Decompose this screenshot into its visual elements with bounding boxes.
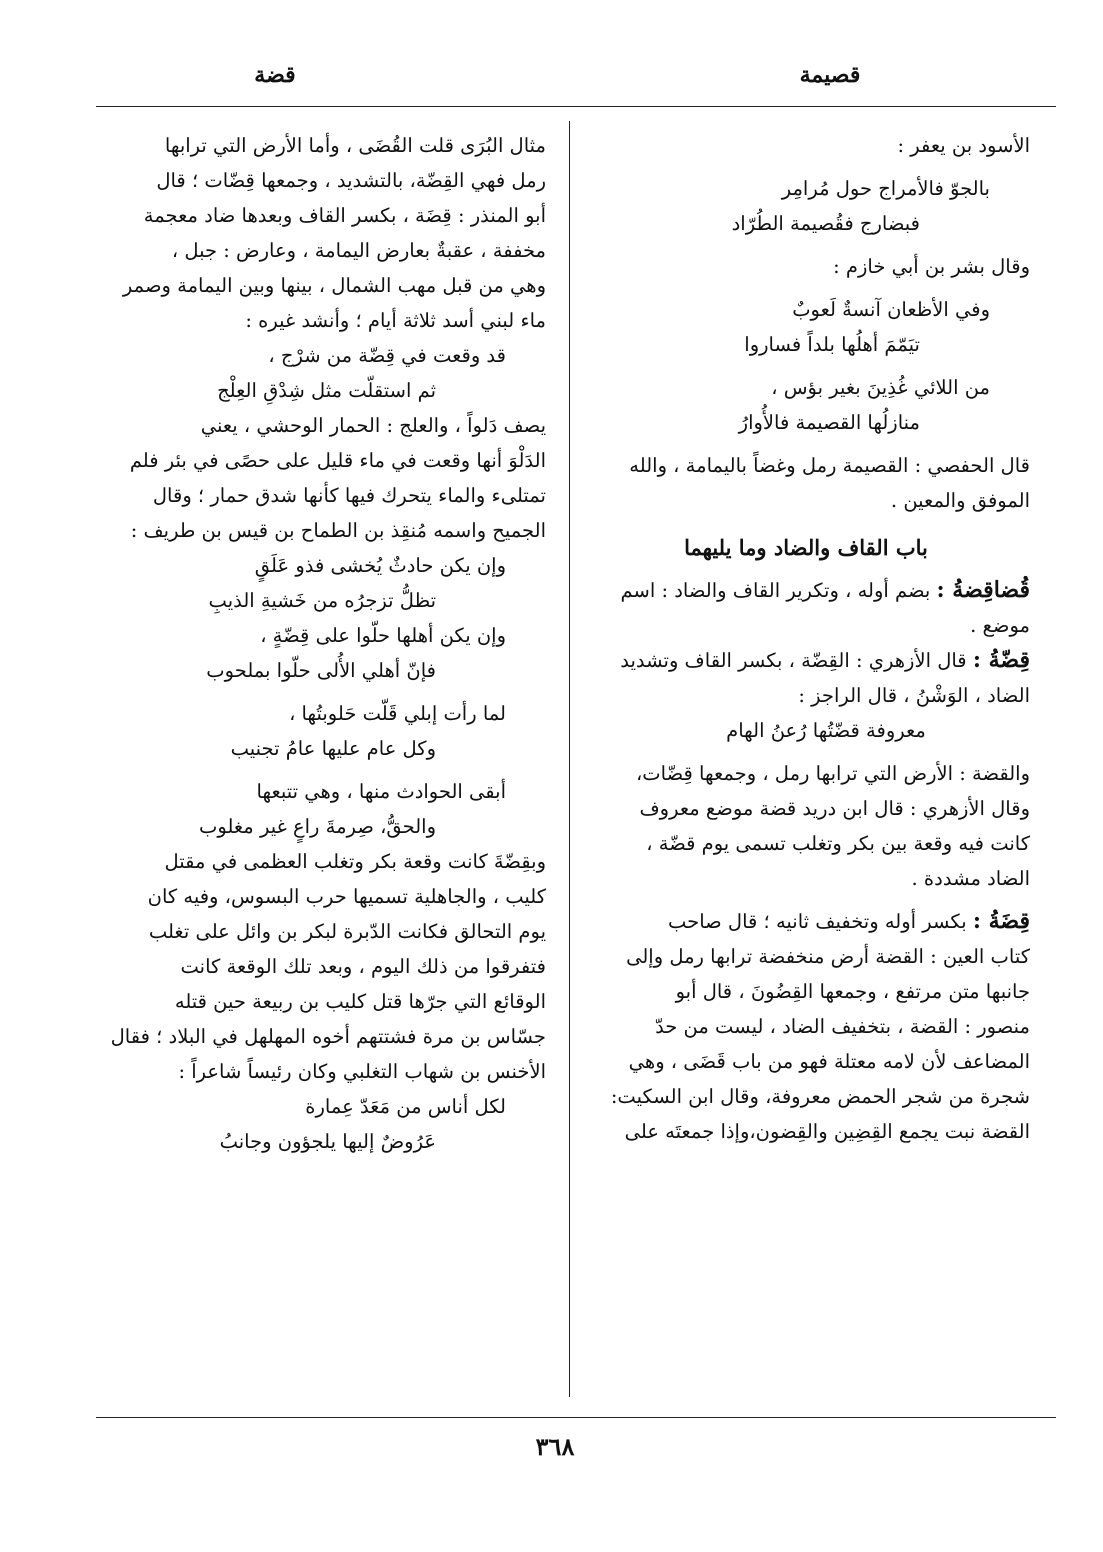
text-line: الضاد ، الوَشْنُ ، قال الراجز : (798, 684, 1030, 707)
running-header-left: قضة (254, 62, 296, 88)
text-line: المضاعف لأن لامه معتلة فهو من باب قَضَى ، وهي (628, 1050, 1030, 1073)
column-divider (569, 121, 570, 1397)
text-line: والقضة : الأرض التي ترابها رمل ، وجمعها قِضّات، (636, 762, 1030, 785)
text-line: يوم التحالق فكانت الدّبرة لبكر بن وائل على تغلب (148, 920, 546, 943)
text-line: كتاب العين : القضة أرض منخفضة ترابها رمل وإلى (626, 945, 1030, 968)
text-line: القضة نبت يجمع القِضِين والقِضون،وإذا جمعتَه على (624, 1120, 1030, 1143)
page-number: ٣٦٨ (535, 1432, 575, 1461)
verse-line: تظلُّ تزجرُه من خَشيةِ الذيبِ (208, 589, 436, 612)
verse-line: بالجوّ فالأمراج حول مُرامِر (781, 177, 990, 200)
verse-line: والحقُّ، صِرمةَ راعٍ غير مغلوب (199, 815, 436, 838)
verse-line: تيَمّمَ أهلُها بلداً فساروا (744, 333, 920, 356)
verse-line: عَرُوضٌ إليها يلجؤون وجانبُ (219, 1130, 436, 1153)
verse-line: أبقى الحوادث منها ، وهي تتبعها (256, 780, 506, 803)
text-line: كانت فيه وقعة بين بكر وتغلب تسمى يوم قضّة ، (646, 832, 1030, 855)
text-line: موضع . (970, 614, 1030, 637)
text-line: وبقِضّةَ كانت وقعة بكر وتغلب العظمى في مقتل (164, 850, 546, 873)
text-line: جسّاس بن مرة فشتتهم أخوه المهلهل في البلاد ؛ فقال (110, 1025, 546, 1048)
text-line: مخففة ، عقبةٌ بعارض اليمامة ، وعارض : جبل ، (171, 239, 546, 262)
text-line: منصور : القضة ، بتخفيف الضاد ، ليست من حدّ (655, 1015, 1030, 1038)
text-line: شجرة من شجر الحمض معروفة، وقال ابن السكيت: (610, 1085, 1030, 1108)
verse-line: وفي الأظعان آنسةٌ لَعوبٌ (792, 298, 990, 321)
right-column (582, 128, 1030, 1149)
entry-headword: قُضاقِضةُ : (936, 577, 1030, 603)
entry-text: بكسر أوله وتخفيف ثانيه ؛ قال صاحب (668, 910, 967, 933)
verse-line: قد وقعت في قِضّة من شرْج ، (268, 344, 506, 367)
verse-line: لما رأت إبلي قَلّت حَلوبتُها ، (289, 702, 506, 725)
entry-text: قال الأزهري : القِضّة ، بكسر القاف وتشديد (620, 649, 967, 672)
header-rule (96, 106, 1056, 107)
entry-headword: قِضَةُ : (972, 908, 1030, 934)
text-line: الجميح واسمه مُنقِذ بن الطماح بن قيس بن طريف : (130, 519, 546, 542)
text-line: وهي من قبل مهب الشمال ، بينها وبين اليمامة وصمر (122, 274, 546, 297)
verse-line: وكل عام عليها عامُ تجنيب (230, 737, 436, 760)
text-line: الأسود بن يعفر : (897, 134, 1030, 157)
entry-headword: قِضّةُ : (972, 647, 1030, 673)
verse-line: وإن يكن حادثٌ يُخشى فذو عَلَقٍ (254, 554, 506, 577)
text-line: ماء لبني أسد ثلاثة أيام ؛ وأنشد غيره : (245, 309, 546, 332)
verse-line: معروفة قضّتُها رُعنُ الهام (726, 719, 926, 742)
verse-line: منازلُها القصيمة فالأُوارُ (738, 411, 920, 434)
text-line: الوقائع التي جرّها قتل كليب بن ربيعة حين قتله (174, 990, 546, 1013)
entry-line (582, 904, 1030, 939)
section-heading: باب القاف والضاد وما يليهما (684, 535, 928, 560)
left-column (84, 128, 546, 1159)
verse-line: فإنّ أهلي الأُلى حلّوا بملحوب (206, 659, 436, 682)
text-line: كليب ، والجاهلية تسميها حرب البسوس، وفيه كان (147, 885, 546, 908)
verse-line: لكل أناس من مَعَدّ عِمارة (305, 1095, 506, 1118)
entry-line (582, 573, 1030, 608)
text-line: أبو المنذر : قِضَة ، بكسر القاف وبعدها ضاد معجمة (143, 204, 546, 227)
verse-line: فبضارج فقُصيمة الطُرّاد (731, 212, 920, 235)
text-line: وقال الأزهري : قال ابن دريد قضة موضع معروف (639, 797, 1030, 820)
verse-line: ثم استقلّت مثل شِدْقِ العِلْج (217, 379, 436, 402)
verse-line: من اللائي غُذِينَ بغير بؤس ، (771, 376, 990, 399)
text-line: فتفرقوا من ذلك اليوم ، وبعد تلك الوقعة كانت (180, 955, 546, 978)
text-line: الموفق والمعين . (890, 489, 1030, 512)
text-line: رمل فهي القِضّة، بالتشديد ، وجمعها قِضّات ؛ قال (156, 169, 546, 192)
footer-rule (96, 1417, 1056, 1418)
text-line: جانبها متن مرتفع ، وجمعها القِضُونَ ، قال أبو (675, 980, 1030, 1003)
text-line: الضاد مشددة . (911, 867, 1030, 890)
text-line: الأخنس بن شهاب التغلبي وكان رئيساً شاعراً : (178, 1060, 546, 1083)
text-line: يصف دَلواً ، والعلج : الحمار الوحشي ، يعني (200, 414, 546, 437)
text-line: وقال بشر بن أبي خازم : (833, 255, 1030, 278)
entry-text: بضم أوله ، وتكرير القاف والضاد : اسم (620, 579, 931, 602)
entry-line (582, 643, 1030, 678)
text-line: الدَلْوَ أنها وقعت في ماء قليل على حصًى في بئر فلم (129, 449, 546, 472)
text-line: قال الحفصي : القصيمة رمل وغضاً باليمامة ، والله (629, 454, 1030, 477)
text-line: مثال البُرَى قلت القُضَى ، وأما الأرض التي ترابها (164, 134, 546, 157)
running-header-right: قصيمة (799, 62, 861, 88)
text-line: تمتلىء والماء يتحرك فيها كأنها شدق حمار ؛ وقال (152, 484, 546, 507)
verse-line: وإن يكن أهلها حلّوا على قِضّةٍ ، (260, 624, 506, 647)
